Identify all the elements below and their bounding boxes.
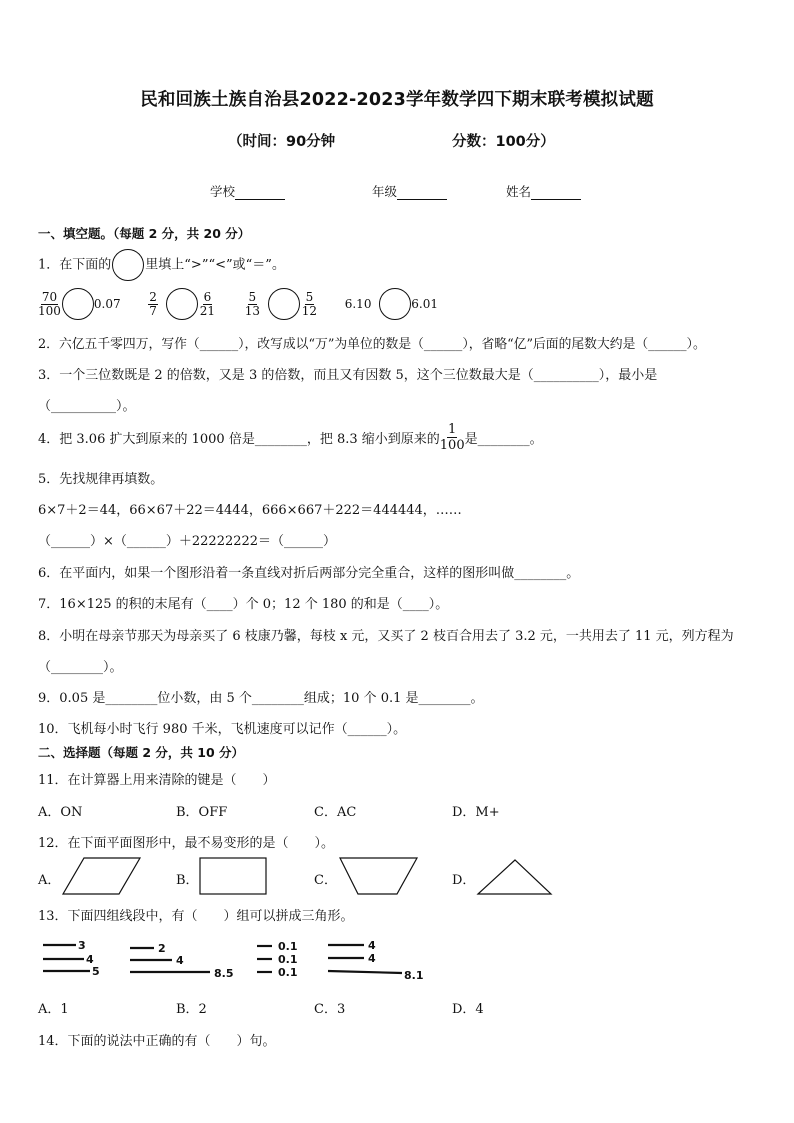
fraction: $\frac{2}{7}$ [149,289,157,318]
question-12: 12．在下面平面图形中，最不易变形的是（ ）。 [38,836,335,851]
trapezoid-shape [340,858,417,894]
fraction: $\frac{6}{21}$ [199,289,216,318]
question-3: 3．一个三位数既是 2 的倍数，又是 3 的倍数，而且又有因数 5，这个三位数最大是（__________），最小是 [38,368,658,383]
q12-shapes [60,855,560,897]
question-6: 6．在平面内，如果一个图形沿着一条直线对折后两部分完全重合，这样的图形叫做________。 [38,566,580,581]
grade-field [372,182,447,200]
question-8: 8．小明在母亲节那天为母亲买了 6 枝康乃馨，每枝 x 元，又买了 2 枝百合用去了 3.2 元，一共用去了 11 元，列方程为 [38,629,734,644]
parallelogram-shape [63,858,140,894]
question-9: 9．0.05 是________位小数，由 5 个________组成；10 个 0.1 是________。 [38,691,484,706]
q1-prefix: 1．在下面的 [38,257,112,273]
segment-label: 3 [78,939,86,952]
fraction: $\frac{5}{12}$ [301,289,318,318]
question-11: 11．在计算器上用来清除的键是（ ） [38,773,276,788]
q11-option-c: C．AC [314,805,357,820]
fraction: $\frac{1}{100}$ [439,422,465,453]
q11-option-b: B．OFF [176,805,228,820]
q13-option-c: C．3 [314,1002,346,1017]
question-14: 14．下面的说法中正确的有（ ）句。 [38,1034,276,1049]
question-4 [38,422,543,453]
segment-label: 4 [368,952,376,965]
question-2: 2．六亿五千零四万，写作（______），改写成以“万”为单位的数是（______），省略“亿”后面的尾数大约是（______）。 [38,337,706,352]
q13-option-a: A．1 [38,1002,69,1017]
grade-blank [397,187,447,200]
name-field [506,182,581,200]
segment-label: 8.1 [404,969,424,982]
q12-option-b: B． [176,873,199,888]
q11-option-a: A．ON [38,805,83,820]
triangle-shape [478,860,551,894]
name-blank [531,187,581,200]
segment-label: 0.1 [278,966,298,979]
q1-value: 6.10 [344,297,372,311]
q13-option-b: B．2 [176,1002,207,1017]
exam-time: （时间：90分钟 [228,134,336,150]
q12-option-c: C． [314,873,337,888]
segment-label: 4 [176,954,184,967]
segment-group-3 [257,940,298,979]
q5-equations: 6×7＋2＝44，66×67＋22＝4444，666×667＋222＝444444，…… [38,503,462,518]
compare-circle [166,288,198,320]
compare-circle [112,249,144,281]
segment-group-2 [130,942,234,980]
segment-label: 0.1 [278,953,298,966]
segment-label: 0.1 [278,940,298,953]
fraction: $\frac{70}{100}$ [38,289,61,318]
segment-label: 4 [86,953,94,966]
segment-label: 4 [368,939,376,952]
compare-circle [268,288,300,320]
school-label: 学校 [210,184,236,199]
segment-label: 8.5 [214,967,234,980]
q1-suffix: 里填上“>”“<”或“＝”。 [145,257,285,273]
segment-label: 2 [158,942,166,955]
section2-heading: 二、选择题（每题 2 分，共 10 分） [38,745,245,760]
question-7: 7．16×125 的积的末尾有（____）个 0；12 个 180 的和是（____）。 [38,597,449,612]
compare-circle [379,288,411,320]
section1-heading: 一、填空题。（每题 2 分，共 20 分） [38,226,251,241]
segment-line [328,971,402,973]
question-5: 5．先找规律再填数。 [38,472,164,487]
question-3-cont: （__________）。 [38,399,136,414]
segment-label: 5 [92,965,100,978]
fraction: $\frac{5}{13}$ [244,289,260,318]
q5-blanks: （______）×（______）＋22222222＝（______） [38,534,337,549]
q4-suffix: 是________。 [464,432,543,447]
q11-option-d: D．M+ [452,805,500,820]
q12-option-a: A． [38,873,61,888]
segment-group-4 [328,939,424,982]
grade-label: 年级 [372,184,398,199]
compare-circle [62,288,94,320]
segment-group-1 [43,939,100,978]
q1-value: 0.07 [93,297,121,311]
school-field [210,182,285,200]
q13-option-d: D．4 [452,1002,484,1017]
question-13: 13．下面四组线段中，有（ ）组可以拼成三角形。 [38,909,354,924]
q1-compare-row [38,288,438,320]
q12-option-d: D． [452,873,476,888]
exam-score: 分数：100分） [452,134,555,150]
question-10: 10．飞机每小时飞行 980 千米，飞机速度可以记作（______）。 [38,722,407,737]
question-8-cont: （________）。 [38,660,123,675]
school-blank [235,187,285,200]
q1-value: 6.01 [411,297,438,311]
q4-prefix: 4．把 3.06 扩大到原来的 1000 倍是________，把 8.3 缩小到原来的 [38,432,440,447]
q13-segment-groups [38,936,438,982]
question-1 [38,249,285,281]
name-label: 姓名 [506,184,532,199]
exam-title: 民和回族土族自治县2022-2023学年数学四下期末联考模拟试题 [140,90,654,110]
rectangle-shape [200,858,266,894]
